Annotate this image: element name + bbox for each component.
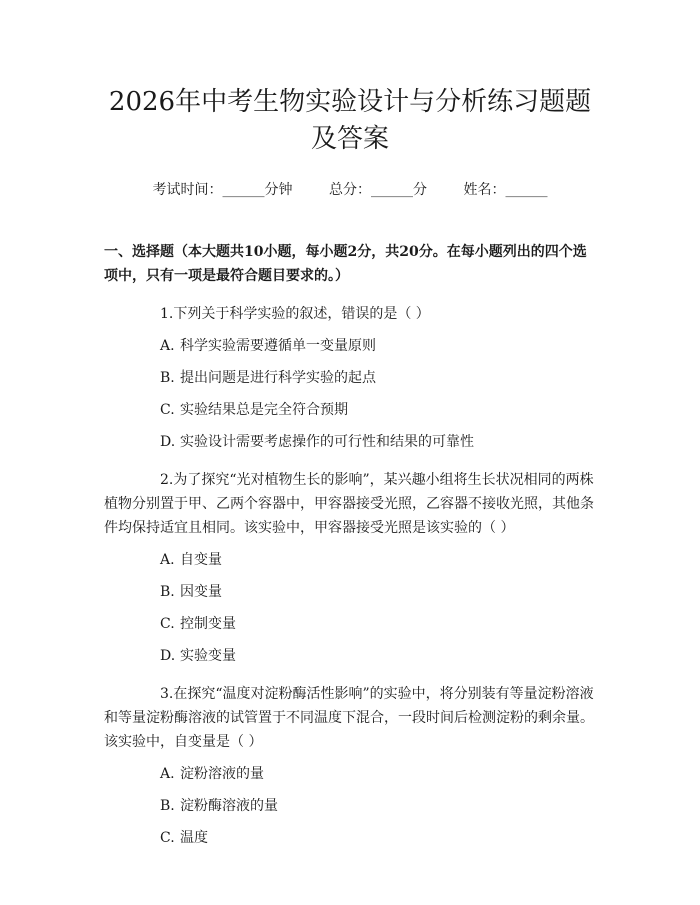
exam-score: 总分：______分 — [329, 182, 427, 198]
option-2c — [104, 612, 596, 636]
exam-meta — [104, 180, 596, 200]
option-letter: B. — [160, 798, 175, 814]
option-text: 实验结果总是完全符合预期 — [180, 402, 348, 418]
option-letter: B. — [160, 370, 175, 386]
option-letter: C. — [160, 402, 175, 418]
question-stem: 在探究“温度对淀粉酶活性影响”的实验中，将分别装有等量淀粉溶液和等量淀粉酶溶液的试管置于不同温度下混合，一段时间后检测淀粉的剩余量。该实验中，自变量是（ ） — [104, 686, 594, 750]
option-text: 提出问题是进行科学实验的起点 — [180, 370, 376, 386]
question-3 — [104, 682, 596, 754]
question-1 — [104, 302, 596, 326]
option-2d — [104, 644, 596, 668]
option-letter: A. — [160, 338, 175, 354]
option-letter: C. — [160, 616, 175, 632]
document-title: 2026年中考生物实验设计与分析练习题题及答案 — [108, 87, 592, 154]
option-letter: C. — [160, 830, 175, 846]
option-1a — [104, 334, 596, 358]
question-stem: 为了探究“光对植物生长的影响”，某兴趣小组将生长状况相同的两株植物分别置于甲、乙两个容器中，甲容器接受光照，乙容器不接收光照，其他条件均保持适宜且相同。该实验中，甲容器接受光照是该实验的（ ） — [104, 472, 594, 536]
option-1d — [104, 430, 596, 454]
option-text: 实验变量 — [180, 648, 236, 664]
section-heading: 一、选择题（本大题共10小题，每小题2分，共20分。在每小题列出的四个选项中，只有一项是最符合题目要求的。） — [104, 244, 587, 284]
option-letter: D. — [160, 648, 176, 664]
option-letter: A. — [160, 766, 175, 782]
option-text: 淀粉溶液的量 — [180, 766, 264, 782]
option-1c — [104, 398, 596, 422]
question-number: 1. — [160, 306, 174, 322]
option-text: 控制变量 — [180, 616, 236, 632]
option-3b — [104, 794, 596, 818]
option-letter: B. — [160, 584, 175, 600]
option-2b — [104, 580, 596, 604]
option-letter: A. — [160, 552, 175, 568]
option-text: 温度 — [180, 830, 208, 846]
exam-name: 姓名：______ — [463, 182, 548, 198]
option-text: 自变量 — [180, 552, 222, 568]
option-1b — [104, 366, 596, 390]
option-text: 因变量 — [180, 584, 222, 600]
option-3c — [104, 826, 596, 850]
option-letter: D. — [160, 434, 176, 450]
option-3a — [104, 762, 596, 786]
option-text: 科学实验需要遵循单一变量原则 — [180, 338, 376, 354]
exam-time: 考试时间：______分钟 — [152, 182, 293, 198]
question-2 — [104, 468, 596, 540]
question-stem: 下列关于科学实验的叙述，错误的是（ ） — [173, 306, 430, 322]
option-text: 淀粉酶溶液的量 — [180, 798, 278, 814]
option-text: 实验设计需要考虑操作的可行性和结果的可靠性 — [180, 434, 474, 450]
question-number: 3. — [160, 686, 174, 702]
question-number: 2. — [160, 472, 174, 488]
option-2a — [104, 548, 596, 572]
